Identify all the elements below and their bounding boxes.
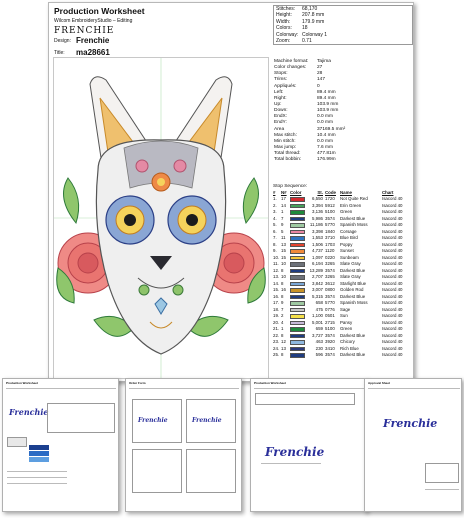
param-label: Total thread:	[274, 151, 301, 157]
stop-sequence-title: Stop Sequence:	[273, 184, 308, 189]
stop-stitches: 5,001	[312, 319, 323, 325]
param-label: EndY:	[274, 120, 287, 126]
stop-number: 20.	[273, 319, 280, 325]
stop-code: 1840	[325, 228, 335, 234]
stop-chart: Isacord 40	[382, 222, 403, 227]
stop-number: 8.	[273, 241, 277, 247]
stop-needle: 13	[281, 241, 286, 247]
stop-stitches: 3,398	[312, 228, 323, 234]
stats-box	[273, 5, 413, 45]
stop-code: 3265	[325, 261, 335, 266]
stop-number: 2.	[273, 202, 277, 208]
stop-needle: 9	[281, 222, 284, 227]
param-label: Down:	[274, 108, 288, 114]
stop-code: 5770	[325, 300, 335, 305]
stop-color-swatch	[290, 308, 307, 313]
stop-chart: Isacord 40	[382, 228, 403, 234]
stop-needle: 15	[281, 248, 286, 253]
param-label: Machine format:	[274, 59, 309, 64]
stop-number: 15.	[273, 287, 280, 292]
stop-thread-name: Golden Rod	[340, 287, 364, 292]
title-value: ma28661	[76, 48, 110, 57]
stop-needle: 8	[281, 280, 284, 286]
stop-code: 5100	[325, 209, 335, 214]
stat-label: Colors:	[276, 25, 292, 32]
stop-stitches: 1,100	[312, 313, 323, 318]
stop-stitches: 658	[315, 300, 323, 305]
param-value: Tajima	[317, 59, 331, 64]
stop-thread-name: Green	[340, 209, 353, 214]
stop-thread-name: Sage	[340, 306, 351, 312]
param-label: Max stitch:	[274, 132, 297, 138]
stop-needle: 8	[281, 352, 284, 357]
stop-code: 3410	[325, 345, 335, 351]
stop-color-swatch	[290, 256, 307, 261]
stop-code: 5100	[325, 326, 335, 331]
stop-chart: Isacord 40	[382, 202, 403, 208]
thumbnail-logo: Frenchie	[9, 407, 49, 417]
stop-chart: Isacord 40	[382, 326, 403, 331]
param-label: Stops:	[274, 71, 288, 77]
stat-value: 0.71	[302, 37, 312, 44]
param-label: Appliqués:	[274, 83, 297, 89]
stop-code: 0501	[325, 313, 335, 318]
stop-chart: Isacord 40	[382, 319, 403, 325]
stop-stitches: 463	[315, 339, 323, 344]
stop-code: 5912	[325, 202, 335, 208]
stop-number: 23.	[273, 339, 280, 344]
stop-needle: 1	[281, 326, 284, 331]
stop-chart: Isacord 40	[382, 339, 403, 344]
stop-thread-name: Corsage	[340, 228, 357, 234]
stop-number: 11.	[273, 261, 279, 266]
stat-label: Height:	[276, 12, 292, 19]
thumbnail-logo-2: Frenchie	[192, 417, 222, 424]
param-value: 89.4 mm	[317, 95, 336, 101]
param-value: 7.6 mm	[317, 144, 333, 150]
stop-number: 22.	[273, 332, 280, 338]
stop-color-swatch	[290, 249, 307, 254]
stop-needle: 15	[281, 254, 286, 260]
stat-label: Colorway:	[276, 31, 299, 38]
stop-chart: Isacord 40	[382, 300, 403, 305]
stop-code: 1720	[325, 196, 335, 201]
stat-value: 207.8 mm	[302, 12, 325, 19]
frenchie-embroidery-image	[54, 58, 268, 378]
stop-number: 12.	[273, 267, 280, 273]
stop-color-swatch	[290, 327, 307, 332]
stop-color-swatch	[290, 347, 307, 352]
thumbnail-logo: Frenchie	[138, 417, 168, 424]
stop-number: 10.	[273, 254, 280, 260]
param-label: Up:	[274, 101, 282, 107]
stop-thread-name: Sunbeam	[340, 254, 359, 260]
stop-number: 5.	[273, 222, 277, 227]
stop-needle: 1	[281, 209, 284, 214]
stop-code: 5770	[325, 222, 335, 227]
design-preview	[53, 57, 269, 379]
stop-color-swatch	[290, 282, 307, 287]
col-chart-header: Chart	[382, 190, 394, 195]
param-label: Total bobbin:	[274, 157, 302, 163]
stat-row	[274, 38, 412, 44]
param-value: 103.9 mm	[317, 108, 339, 114]
param-value: 27	[317, 65, 323, 71]
stop-chart: Isacord 40	[382, 215, 403, 221]
stop-thread-name: Darkest Blue	[340, 352, 366, 357]
param-label: Area	[274, 126, 285, 132]
param-value: 10.4 mm	[317, 132, 336, 138]
worksheet-title: Production Worksheet	[54, 6, 145, 16]
param-label: Left:	[274, 89, 284, 95]
stop-needle: 16	[281, 287, 286, 292]
thumbnail-logo: Frenchie	[383, 417, 438, 430]
stop-stitches: 1,506	[312, 241, 323, 247]
stop-number: 25.	[273, 352, 280, 357]
stop-stitches: 3,842	[312, 280, 323, 286]
stop-stitches: 1,553	[312, 235, 323, 240]
stop-thread-name: Rich Blue	[340, 345, 359, 351]
stop-needle: 4	[281, 319, 284, 325]
stop-chart: Isacord 40	[382, 196, 403, 201]
stop-number: 18.	[273, 306, 280, 312]
stop-chart: Isacord 40	[382, 293, 403, 299]
stop-color-swatch	[290, 314, 307, 319]
stop-needle: 8	[281, 267, 284, 273]
thumbnail-page-3[interactable]	[250, 378, 367, 512]
stop-stitches: 11,186	[309, 222, 323, 227]
stop-number: 9.	[273, 248, 277, 253]
stop-stitches: 4,737	[312, 248, 323, 253]
stop-chart: Isacord 40	[382, 261, 403, 266]
stop-code: 3265	[325, 274, 335, 279]
stop-thread-name: Darkest Blue	[340, 293, 366, 299]
param-value: 0.0 mm	[317, 138, 333, 144]
stop-chart: Isacord 40	[382, 313, 403, 318]
stop-number: 1.	[273, 196, 277, 201]
machine-parameters	[273, 59, 413, 163]
stop-code: 3710	[325, 235, 335, 240]
stop-color-swatch	[290, 230, 307, 235]
param-value: 147	[317, 77, 326, 83]
stop-chart: Isacord 40	[382, 235, 403, 240]
stop-number: 6.	[273, 228, 277, 234]
col-num-header: #	[273, 190, 276, 195]
stop-number: 14.	[273, 280, 280, 286]
stop-needle: 5	[281, 228, 284, 234]
stop-code: 3920	[325, 339, 335, 344]
stop-chart: Isacord 40	[382, 332, 403, 338]
stop-color-swatch	[290, 353, 307, 358]
stop-needle: 13	[281, 345, 286, 351]
stop-chart: Isacord 40	[382, 287, 403, 292]
stop-code: 0776	[325, 306, 335, 312]
stop-needle: 9	[281, 300, 284, 305]
stop-color-swatch	[290, 275, 307, 280]
stop-number: 3.	[273, 209, 277, 214]
param-value: 37169.5 mm²	[317, 126, 346, 132]
stat-value: 68,170	[302, 6, 318, 12]
stop-chart: Isacord 40	[382, 267, 403, 273]
stop-stitches: 5,986	[312, 215, 323, 221]
stop-color-swatch	[290, 321, 307, 326]
stop-color-swatch	[290, 295, 307, 300]
stop-code: 0220	[325, 254, 335, 260]
stop-needle: 7	[281, 215, 284, 221]
param-value: 176.99m	[317, 157, 336, 163]
stop-code: 3574	[325, 332, 335, 338]
stop-number: 13.	[273, 274, 280, 279]
title-label: Title:	[54, 50, 65, 56]
param-label: Max jump:	[274, 144, 297, 150]
stop-stitches: 3,727	[312, 332, 323, 338]
stop-thread-name: Spanish Moss	[340, 222, 368, 227]
stop-thread-name: Chicory	[340, 339, 355, 344]
stop-needle: 14	[281, 202, 286, 208]
stop-thread-name: Poppy	[340, 241, 353, 247]
stop-number: 17.	[273, 300, 280, 305]
col-name-header: Name	[340, 190, 352, 195]
stop-stitches: 1,097	[312, 254, 323, 260]
stop-stitches: 475	[315, 306, 323, 312]
thumbnail-page-2[interactable]	[125, 378, 242, 512]
stop-number: 4.	[273, 215, 277, 221]
thumbnail-title: Production Worksheet	[254, 381, 286, 385]
stop-needle: 8	[281, 332, 284, 338]
stop-stitches: 6,194	[312, 261, 323, 266]
param-value: 0.0 mm	[317, 120, 333, 126]
stop-color-swatch	[290, 262, 307, 267]
param-label: Min stitch:	[274, 138, 296, 144]
stop-stitches: 3,136	[312, 209, 323, 214]
param-value: 28	[317, 71, 323, 77]
param-label: EndX:	[274, 114, 288, 120]
stop-chart: Isacord 40	[382, 209, 403, 214]
stop-code: 2715	[325, 319, 335, 325]
stop-thread-name: Green	[340, 326, 353, 331]
stop-thread-name: Not Quite Red	[340, 196, 368, 201]
stop-needle: 10	[281, 274, 286, 279]
stat-value: 18	[302, 25, 308, 32]
col-stitches-header: St.	[317, 190, 323, 195]
stop-code: 3574	[325, 215, 335, 221]
stop-code: 3574	[325, 293, 335, 299]
stop-code: 3574	[325, 352, 335, 357]
stop-stitches: 230	[315, 345, 323, 351]
stop-stitches: 13,289	[309, 267, 323, 273]
stop-stitches: 3,007	[312, 287, 323, 292]
stop-chart: Isacord 40	[382, 352, 403, 357]
col-code-header: Code	[325, 190, 336, 195]
stop-needle: 12	[281, 339, 286, 344]
stat-value: 179.9 mm	[302, 18, 325, 25]
stop-thread-name: Spanish Moss	[340, 300, 368, 305]
stop-color-swatch	[290, 197, 307, 202]
stop-number: 16.	[273, 293, 280, 299]
param-row	[273, 157, 413, 163]
param-label: Color changes:	[274, 65, 307, 71]
stat-value: Colorway 1	[302, 31, 328, 38]
stop-thread-name: Erin Green	[340, 202, 362, 208]
stop-color-swatch	[290, 204, 307, 209]
worksheet-subtitle: Wilcom EmbroideryStudio – Editing	[54, 18, 133, 24]
stop-number: 24.	[273, 345, 280, 351]
stop-stitches: 3,394	[312, 202, 323, 208]
stop-color-swatch	[290, 301, 307, 306]
stop-stitches: 6,550	[312, 196, 323, 201]
thumbnail-title: Approval Sheet	[368, 381, 391, 385]
stop-thread-name: Darkest Blue	[340, 267, 366, 273]
thumbnail-page-1[interactable]	[2, 378, 119, 512]
stop-needle: 7	[281, 306, 284, 312]
stop-stitches: 596	[315, 352, 323, 357]
stop-thread-name: Darkest Blue	[340, 332, 366, 338]
stat-label: Zoom:	[276, 37, 291, 44]
param-value: 477.81m	[317, 151, 336, 157]
stop-code: 1703	[325, 241, 335, 247]
stop-number: 21.	[273, 326, 280, 331]
stop-code: 3612	[325, 280, 335, 286]
stop-thread-name: Slate Gray	[340, 274, 361, 279]
stop-thread-name: Darkest Blue	[340, 215, 366, 221]
param-label: Right:	[274, 95, 287, 101]
stat-label: Stitches:	[276, 6, 296, 12]
stop-needle: 2	[281, 313, 284, 318]
stop-color-swatch	[290, 340, 307, 345]
stop-needle: 8	[281, 293, 284, 299]
stop-chart: Isacord 40	[382, 280, 403, 286]
param-value: 103.9 mm	[317, 101, 339, 107]
stop-color-swatch	[290, 223, 307, 228]
stop-color-swatch	[290, 217, 307, 222]
col-color-header: Color	[290, 190, 302, 195]
stop-number: 7.	[273, 235, 277, 240]
stat-label: Width:	[276, 18, 291, 25]
thumbnail-logo: Frenchie	[265, 445, 325, 459]
stop-chart: Isacord 40	[382, 254, 403, 260]
stop-thread-name: Starlight Blue	[340, 280, 367, 286]
stop-color-swatch	[290, 334, 307, 339]
stop-number: 19.	[273, 313, 280, 318]
stop-thread-name: Sunset	[340, 248, 354, 253]
stop-stitches: 5,315	[312, 293, 323, 299]
stop-chart: Isacord 40	[382, 345, 403, 351]
thumbnail-title: Production Worksheet	[6, 381, 38, 385]
stop-sequence-table	[273, 190, 413, 359]
stop-thread-name: Sun	[340, 313, 348, 318]
thumbnail-page-4[interactable]	[364, 378, 462, 512]
thumbnail-title: Order Form	[129, 381, 146, 385]
design-label: Design:	[54, 38, 71, 44]
stop-color-swatch	[290, 210, 307, 215]
col-needle-header: N#	[281, 190, 287, 195]
stop-stitches: 659	[315, 326, 323, 331]
stop-thread-name: Slate Gray	[340, 261, 361, 266]
stop-color-swatch	[290, 269, 307, 274]
param-label: Trims:	[274, 77, 288, 83]
stop-stitches: 2,707	[312, 274, 323, 279]
stop-color-swatch	[290, 236, 307, 241]
stop-color-swatch	[290, 288, 307, 293]
stop-needle: 11	[281, 235, 286, 240]
param-value: 89.4 mm	[317, 89, 336, 95]
stop-row	[273, 352, 413, 359]
design-value: Frenchie	[76, 36, 110, 45]
stop-chart: Isacord 40	[382, 306, 403, 312]
production-worksheet-page	[48, 2, 414, 382]
stop-chart: Isacord 40	[382, 241, 403, 247]
param-value: 0	[317, 83, 320, 89]
stop-thread-name: Blue Bird	[340, 235, 358, 240]
stop-code: 1120	[325, 248, 335, 253]
stop-color-swatch	[290, 243, 307, 248]
font-sample: FRENCHIE	[54, 26, 115, 36]
stop-code: 3574	[325, 267, 335, 273]
stop-chart: Isacord 40	[382, 274, 403, 279]
param-value: 0.0 mm	[317, 114, 333, 120]
stop-code: 0800	[325, 287, 335, 292]
stop-needle: 17	[281, 196, 286, 201]
stop-needle: 10	[281, 261, 286, 266]
stop-thread-name: Pansy	[340, 319, 353, 325]
stop-chart: Isacord 40	[382, 248, 403, 253]
